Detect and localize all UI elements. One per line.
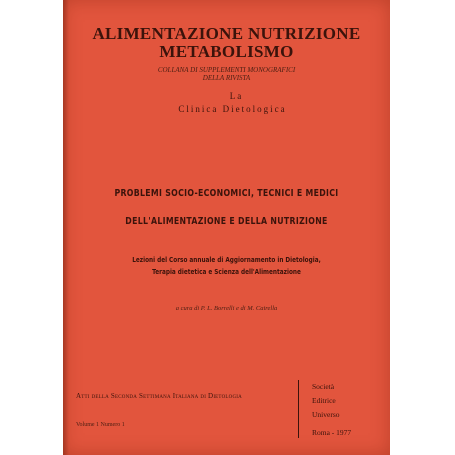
book-cover <box>63 0 390 455</box>
volume-number: Volume 1 Numero 1 <box>76 422 125 428</box>
book-title-line2: DELL'ALIMENTAZIONE E DELLA NUTRIZIONE <box>125 216 328 227</box>
proceedings-label: Atti della Seconda Settimana Italiana di Dietologia <box>76 392 242 400</box>
footer-vertical-rule <box>298 380 299 438</box>
publisher-line1: Società <box>312 382 335 391</box>
book-description-line2: Terapia dietetica e Scienza dell'Alimentazione <box>152 268 301 276</box>
publisher-line3: Universo <box>312 410 340 419</box>
series-title-line2: METABOLISMO <box>159 42 294 61</box>
journal-name: Clinica Dietologica <box>178 104 287 114</box>
journal-article: La <box>229 91 244 101</box>
series-subtitle-line1: COLLANA DI SUPPLEMENTI MONOGRAFICI <box>157 66 296 74</box>
series-subtitle-line2: DELLA RIVISTA <box>202 74 251 82</box>
book-description-line1: Lezioni del Corso annuale di Aggiornamento in Dietologia, <box>132 256 321 264</box>
series-title-line1: ALIMENTAZIONE NUTRIZIONE <box>92 24 361 43</box>
book-editors: a cura di P. L. Borrelli e di M. Cairella <box>175 305 278 312</box>
publisher-place-year: Roma - 1977 <box>312 428 352 437</box>
book-title-line1: PROBLEMI SOCIO-ECONOMICI, TECNICI E MEDICI <box>114 188 339 199</box>
publisher-line2: Editrice <box>312 396 336 405</box>
